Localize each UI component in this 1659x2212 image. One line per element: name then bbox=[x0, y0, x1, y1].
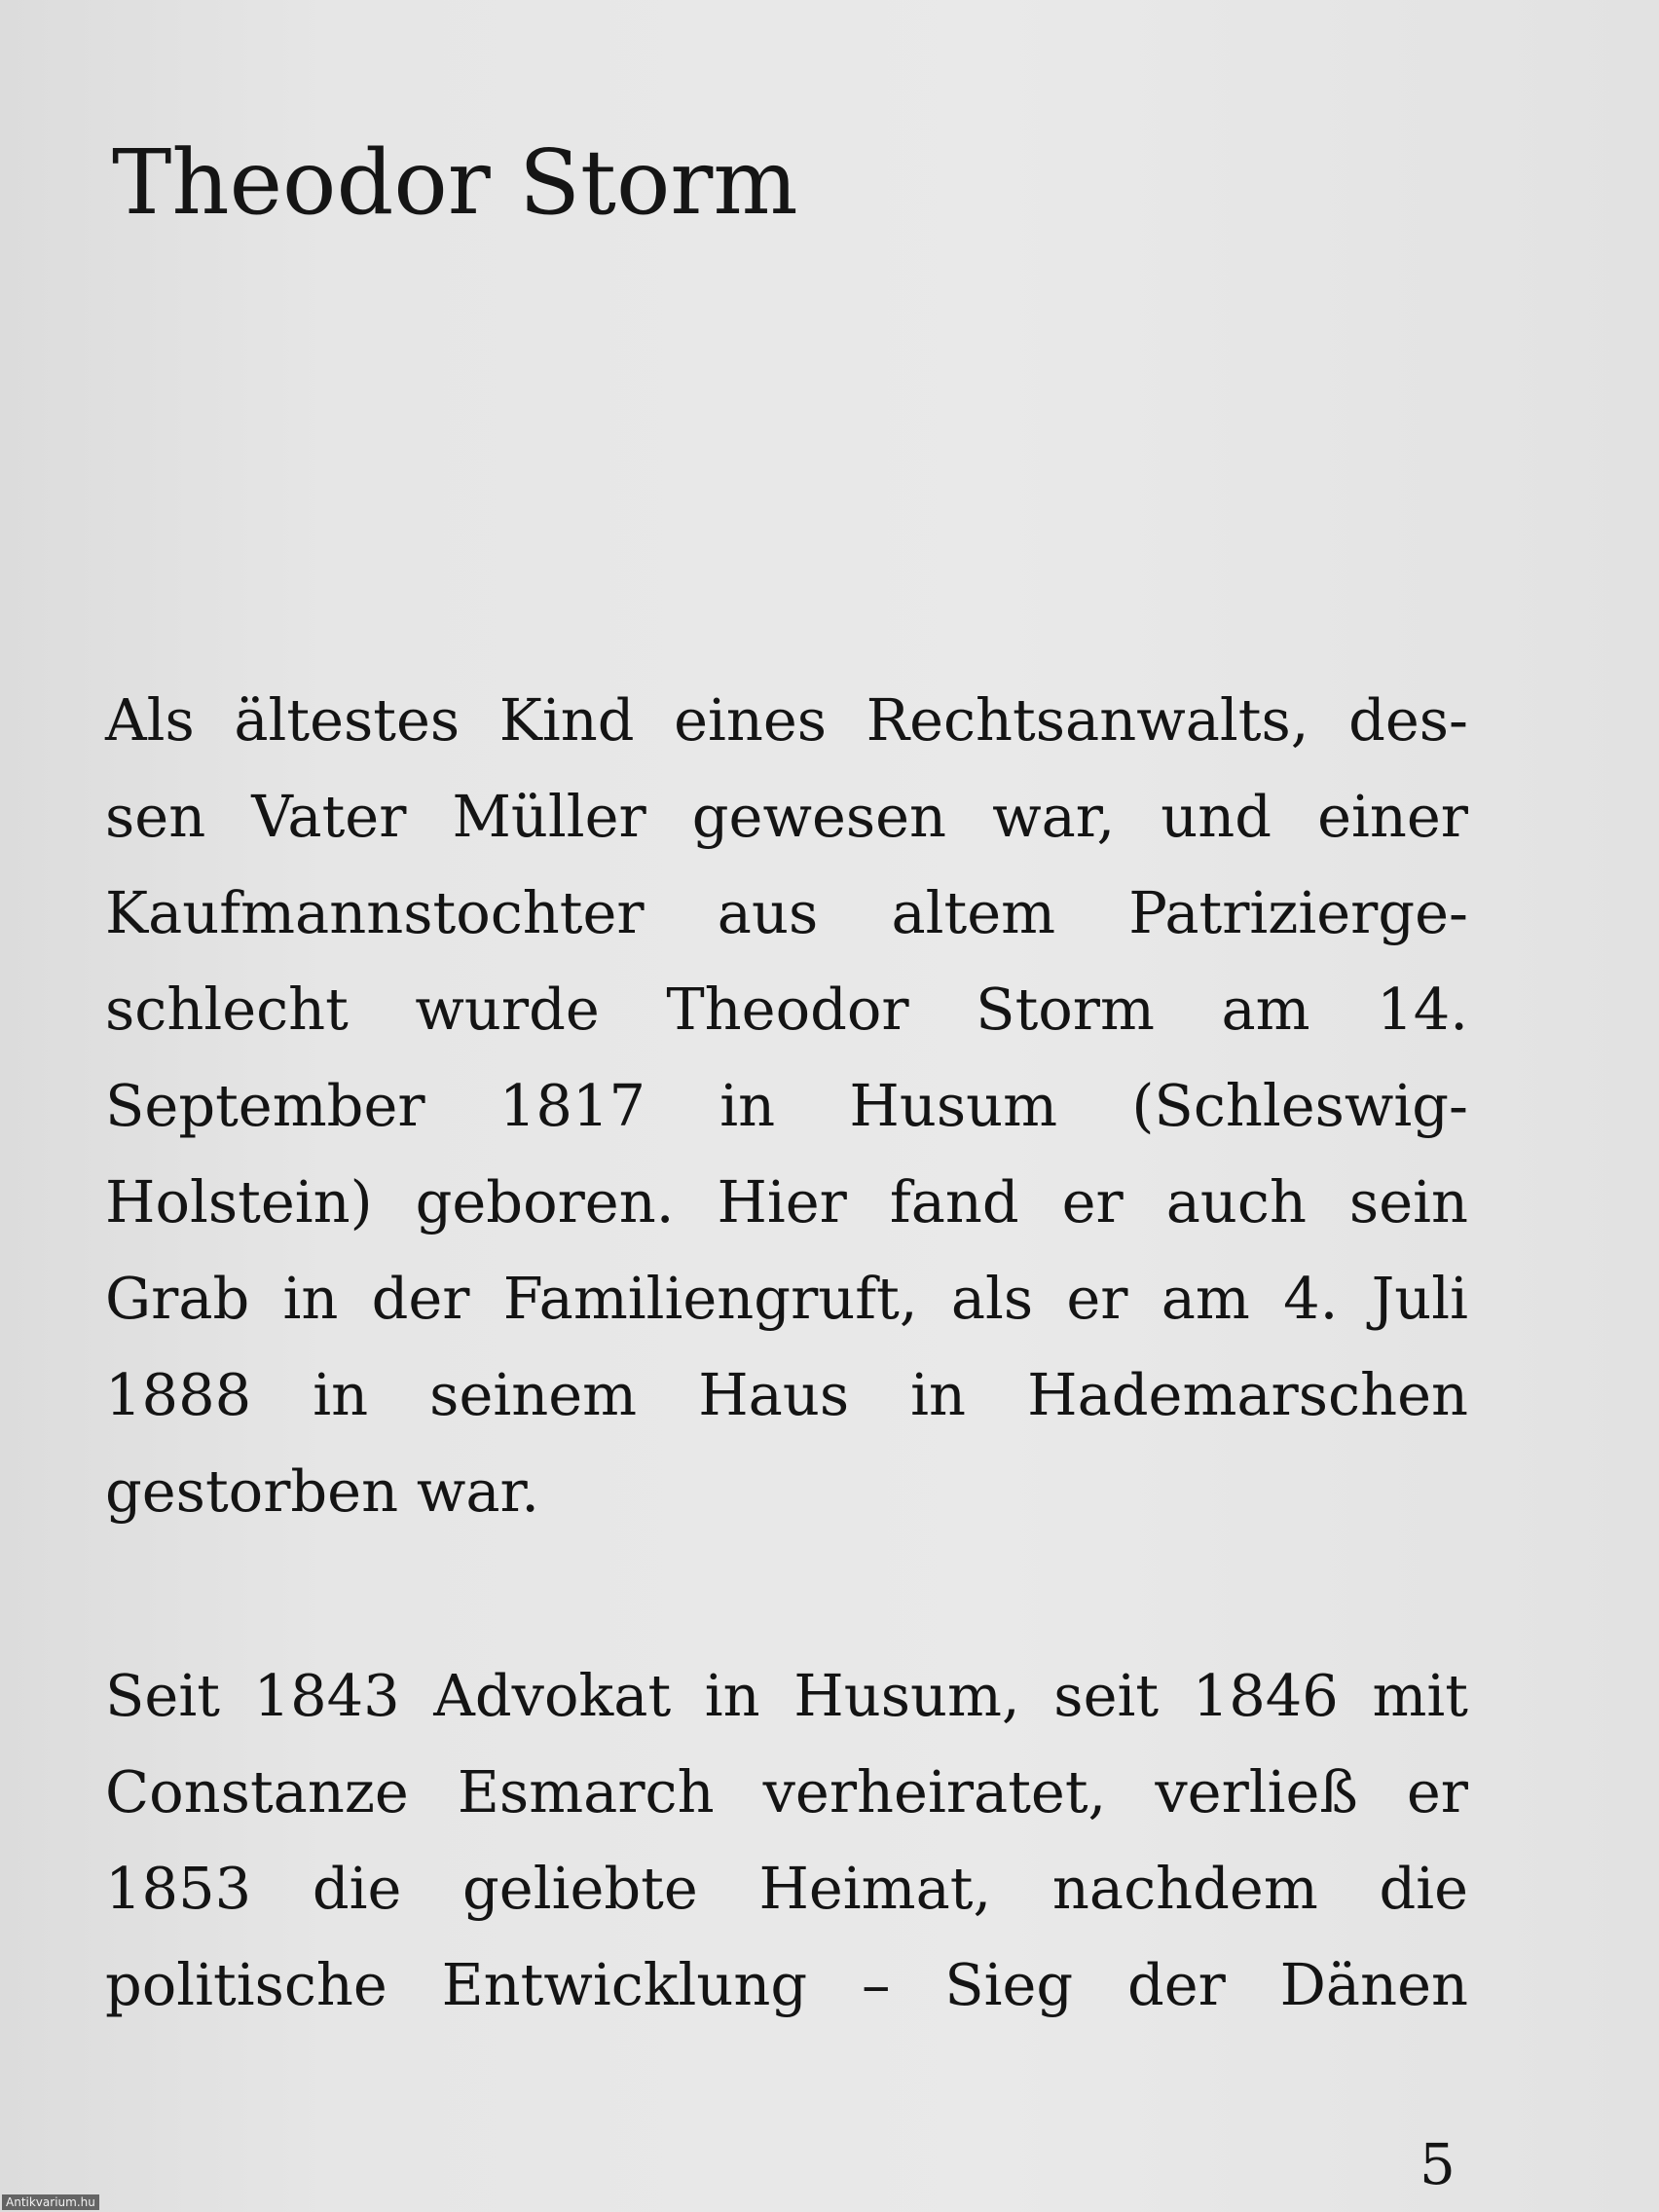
page-number: 5 bbox=[1419, 2131, 1456, 2197]
text-line: Constanze Esmarch verheiratet, verließ er bbox=[105, 1758, 1468, 1825]
text-line: 1888 in seinem Haus in Hademarschen bbox=[105, 1361, 1468, 1428]
text-line: September 1817 in Husum (Schleswig- bbox=[105, 1072, 1468, 1139]
text-line: Grab in der Familiengruft, als er am 4. Juli bbox=[105, 1265, 1468, 1332]
text-line: Kaufmannstochter aus altem Patrizierge- bbox=[105, 879, 1468, 946]
text-line: sen Vater Müller gewesen war, und einer bbox=[105, 783, 1468, 850]
text-line: Holstein) geboren. Hier fand er auch sein bbox=[105, 1168, 1468, 1235]
text-line: Als ältestes Kind eines Rechtsanwalts, des- bbox=[105, 686, 1468, 754]
watermark-label: Antikvarium.hu bbox=[2, 2194, 99, 2210]
text-line: 1853 die geliebte Heimat, nachdem die bbox=[105, 1855, 1468, 1922]
text-line: politische Entwicklung – Sieg der Dänen bbox=[105, 1951, 1468, 2018]
text-line: schlecht wurde Theodor Storm am 14. bbox=[105, 976, 1468, 1043]
paragraph-1 bbox=[105, 672, 1468, 1539]
text-line: Seit 1843 Advokat in Husum, seit 1846 mit bbox=[105, 1662, 1468, 1729]
page-title: Theodor Storm bbox=[112, 130, 798, 235]
text-line: gestorben war. bbox=[105, 1457, 539, 1525]
paragraph-2 bbox=[105, 1647, 1468, 2033]
